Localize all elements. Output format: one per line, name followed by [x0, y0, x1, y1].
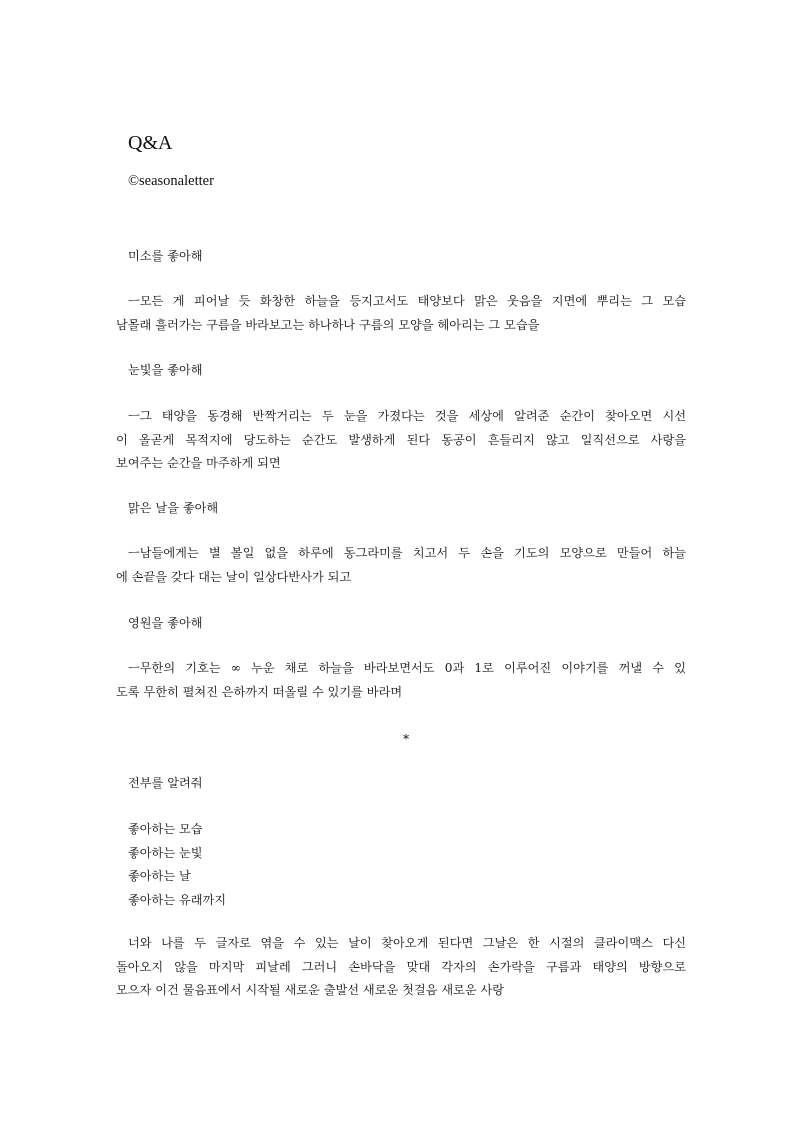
section-body — [116, 542, 686, 589]
body-line: 너와 나를 두 글자로 엮을 수 있는 날이 찾아오게 된다면 그날은 한 시절의 클라이맥스 다신 — [128, 936, 686, 950]
body-line: 도록 무한히 펼쳐진 은하까지 떠올릴 수 있기를 바라며 — [116, 684, 403, 699]
body-line: 모으자 이건 물음표에서 시작될 새로운 출발선 새로운 첫걸음 새로운 사랑 — [116, 983, 505, 997]
closing-list — [116, 818, 686, 912]
body-line: 보여주는 순간을 마주하게 되면 — [116, 456, 281, 470]
list-item: 좋아하는 날 — [128, 869, 191, 883]
closing-heading: 전부를 알려줘 — [128, 776, 203, 790]
copyright-credit: ©seasonaletter — [128, 173, 214, 189]
list-item: 좋아하는 유래까지 — [128, 892, 227, 907]
body-line: 돌아오지 않을 마지막 피날레 그러니 손바닥을 맞대 각자의 손가락을 구름과 태양의 방향으로 — [116, 959, 686, 974]
body-line: ㅡ모든 게 피어날 듯 화창한 하늘을 등지고서도 태양보다 맑은 웃음을 지면에 뿌리는 그 모습 — [128, 294, 686, 308]
body-line: ㅡ그 태양을 동경해 반짝거리는 두 눈을 가졌다는 것을 세상에 알려준 순간이 찾아오면 시선 — [128, 409, 686, 423]
section-separator: * — [402, 732, 410, 746]
section-body — [116, 290, 686, 337]
section-heading: 맑은 날을 좋아해 — [128, 501, 219, 515]
body-line: 에 손끝을 갖다 대는 날이 일상다반사가 되고 — [116, 569, 352, 584]
section-body — [116, 657, 686, 704]
list-item: 좋아하는 눈빛 — [128, 845, 203, 860]
section-heading: 눈빛을 좋아해 — [128, 363, 203, 377]
body-line: ㅡ남들에게는 별 볼일 없을 하루에 동그라미를 치고서 두 손을 기도의 모양으로 만들어 하늘 — [128, 546, 686, 560]
section-body — [116, 405, 686, 476]
list-item: 좋아하는 모습 — [128, 822, 203, 836]
body-line: 이 올곧게 목적지에 당도하는 순간도 발생하게 된다 동공이 흔들리지 않고 일직선으로 사랑을 — [116, 432, 686, 447]
section-heading: 영원을 좋아해 — [128, 616, 203, 630]
section-heading: 미소를 좋아해 — [128, 249, 203, 263]
body-line: ㅡ무한의 기호는 ∞ 누운 채로 하늘을 바라보면서도 0과 1로 이루어진 이야기를 꺼낼 수 있 — [128, 661, 686, 675]
body-line: 남몰래 흘러가는 구름을 바라보고는 하나하나 구름의 모양을 헤아리는 그 모습을 — [116, 317, 540, 332]
document-title: Q&A — [128, 132, 173, 154]
closing-paragraph — [116, 932, 686, 1003]
